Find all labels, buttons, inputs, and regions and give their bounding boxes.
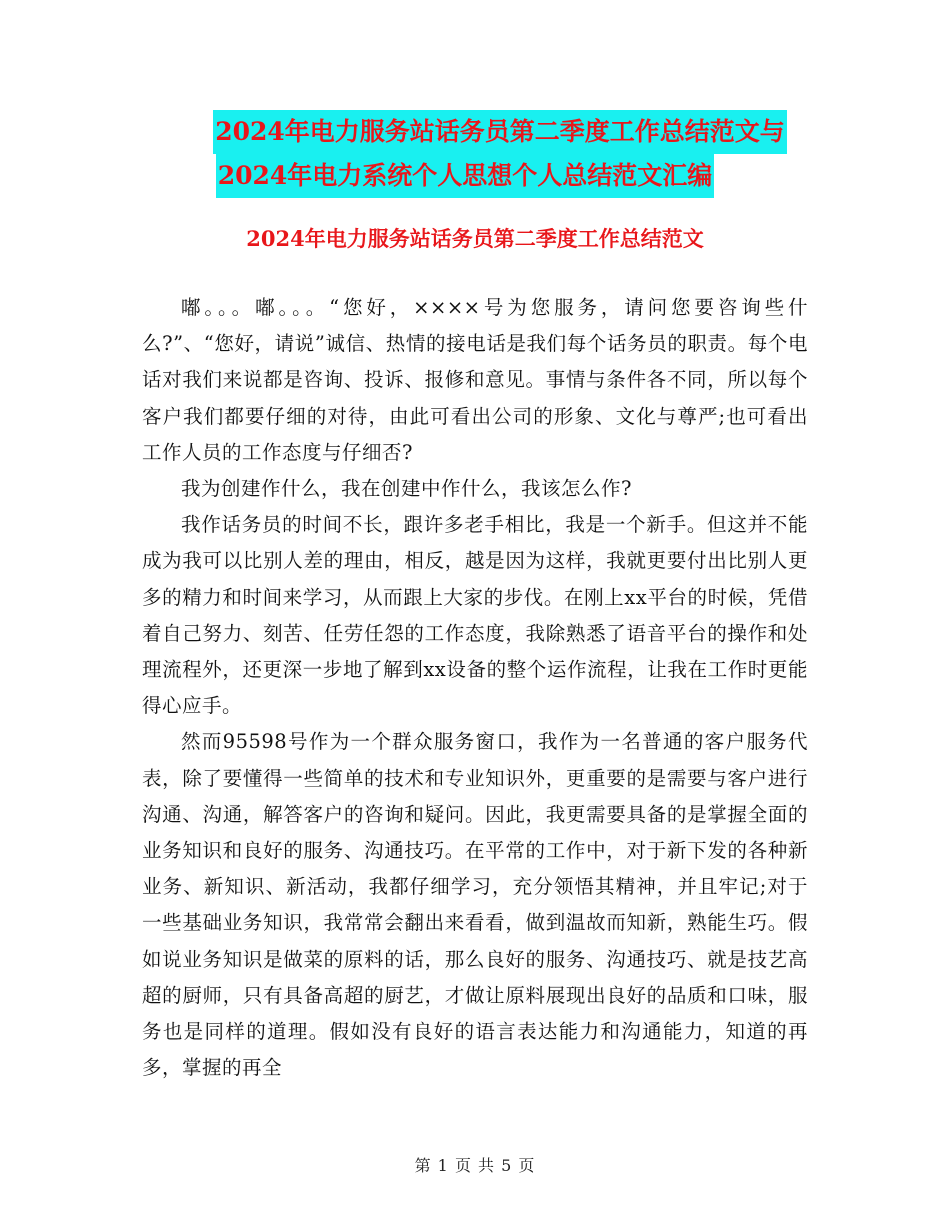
paragraph-1: 嘟。。。嘟。。。“您好，××××号为您服务，请问您要咨询些什么?”、“您好，请说”诚信、热情的接电话是我们每个话务员的职责。每个电话对我们来说都是咨询、投诉、报修和意见。事情与条件各不同，所以每个客户我们都要仔细的对待，由此可看出公司的形象、文化与尊严;也可看出工作人员的工作态度与仔细否? bbox=[142, 296, 808, 464]
page-footer: 第 1 页 共 5 页 bbox=[414, 1156, 536, 1175]
main-title-line-1: 2024年电力服务站话务员第二季度工作总结范文与 bbox=[213, 110, 787, 154]
paragraph-4: 然而95598号作为一个群众服务窗口，我作为一名普通的客户服务代表，除了要懂得一些简单的技术和专业知识外，更重要的是需要与客户进行沟通、沟通，解答客户的咨询和疑问。因此，我更需要具备的是掌握全面的业务知识和良好的服务、沟通技巧。在平常的工作中，对于新下发的各种新业务、新知识、新活动，我都仔细学习，充分领悟其精神，并且牢记;对于一些基础业务知识，我常常会翻出来看看，做到温故而知新，熟能生巧。假如说业务知识是做菜的原料的话，那么良好的服务、沟通技巧、就是技艺高超的厨师，只有具备高超的厨艺，才做让原料展现出良好的品质和口味，服务也是同样的道理。假如没有良好的语言表达能力和沟通能力，知道的再多，掌握的再全 bbox=[142, 730, 808, 1080]
paragraph-2: 我为创建作什么，我在创建中作什么，我该怎么作? bbox=[181, 477, 632, 501]
paragraph-3: 我作话务员的时间不长，跟许多老手相比，我是一个新手。但这并不能成为我可以比别人差的理由，相反，越是因为这样，我就更要付出比别人更多的精力和时间来学习，从而跟上大家的步伐。在刚上xx平台的时候，凭借着自己努力、刻苦、任劳任怨的工作态度，我除熟悉了语音平台的操作和处理流程外，还更深一步地了解到xx设备的整个运作流程，让我在工作时更能得心应手。 bbox=[142, 513, 808, 718]
body-text bbox=[142, 290, 808, 1086]
section-title: 2024年电力服务站话务员第二季度工作总结范文 bbox=[246, 226, 704, 251]
main-title bbox=[0, 110, 950, 198]
main-title-line-2: 2024年电力系统个人思想个人总结范文汇编 bbox=[216, 154, 715, 198]
